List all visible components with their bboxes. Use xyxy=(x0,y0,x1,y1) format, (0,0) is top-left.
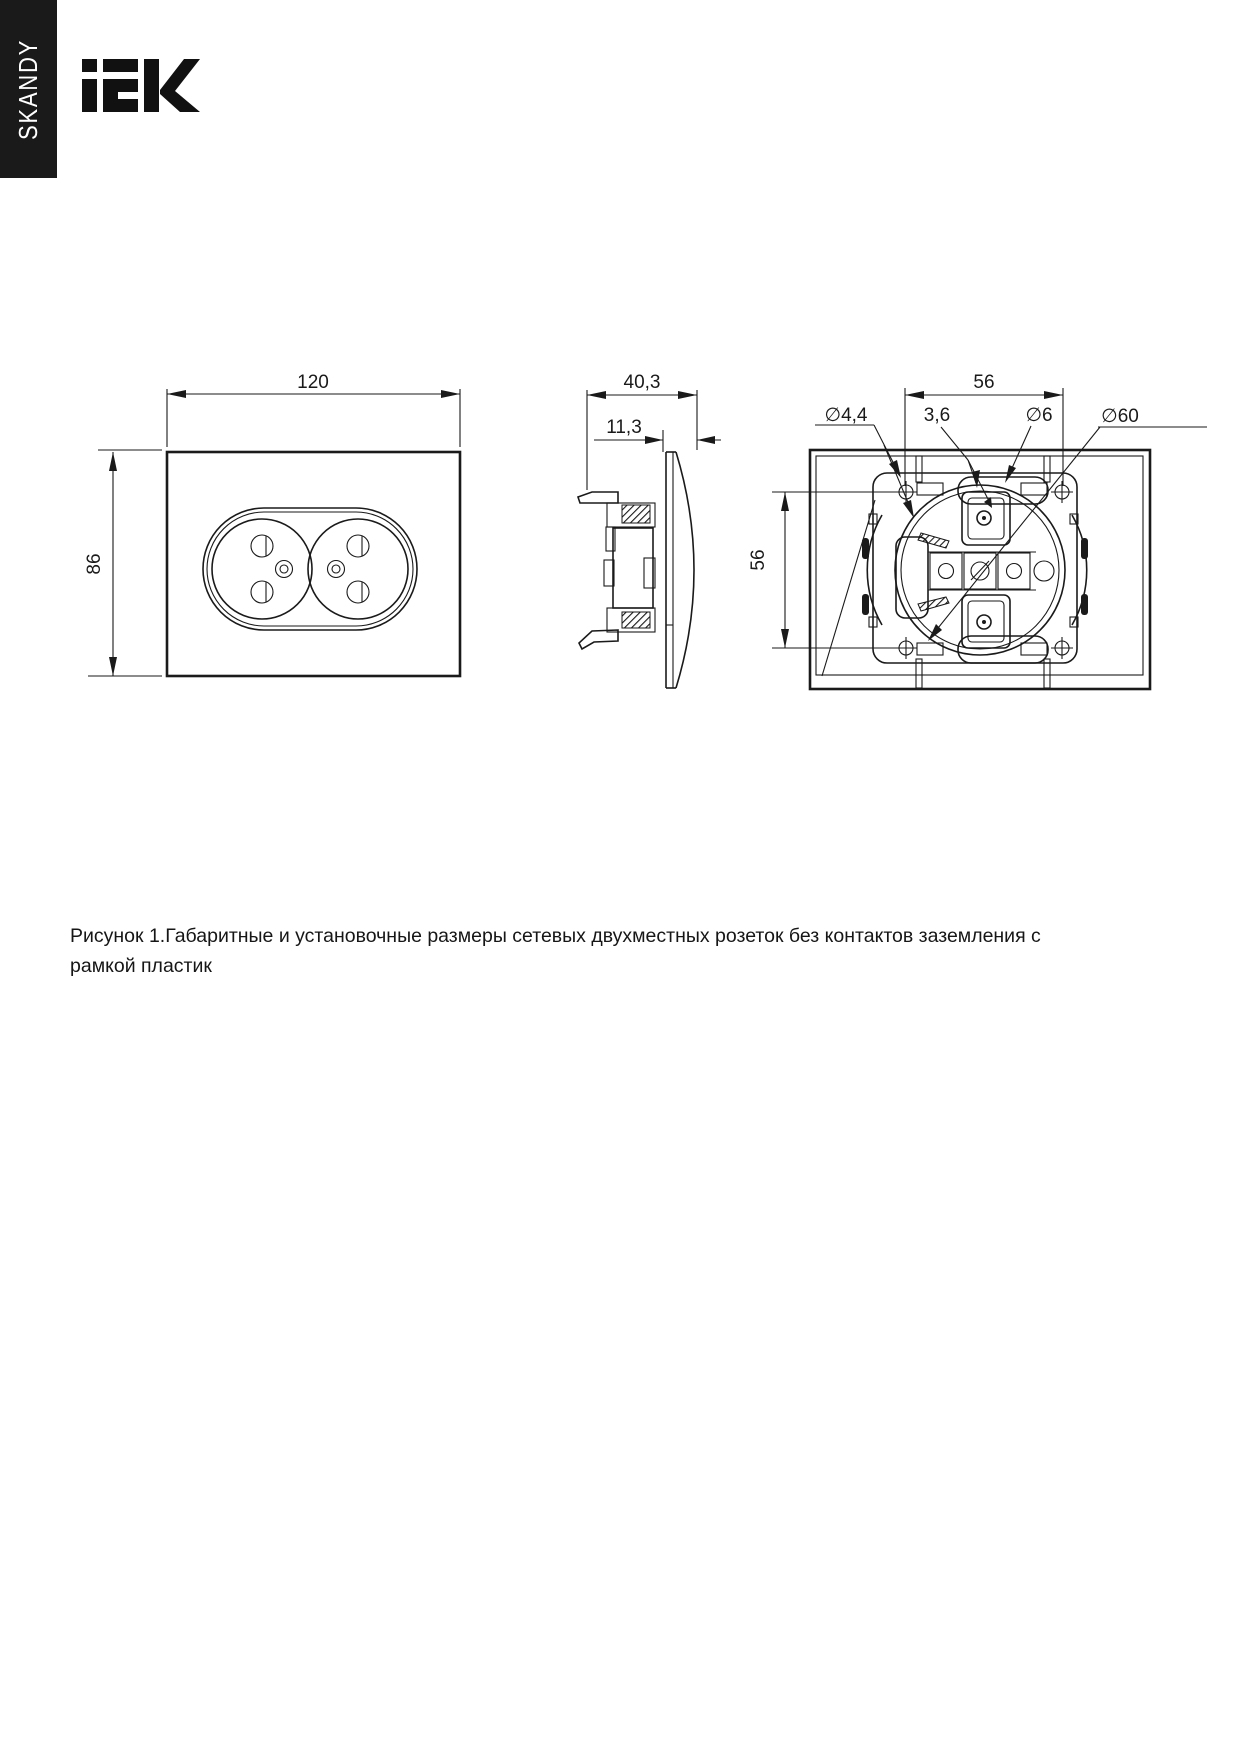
dim-label-screw-spacing-h: 56 xyxy=(973,372,995,393)
dim-label-front-height: 86 xyxy=(84,553,105,575)
side-view xyxy=(578,372,721,688)
dim-label-screw-hole: ∅6 xyxy=(1025,405,1053,426)
front-view xyxy=(84,372,460,676)
claw-screw-bottom xyxy=(958,595,1048,663)
figure-caption xyxy=(70,921,1150,981)
dim-label-cover-protrusion: 11,3 xyxy=(606,417,642,438)
terminal-strip xyxy=(928,552,1054,590)
back-view xyxy=(748,372,1207,689)
dim-side-depth xyxy=(587,372,697,490)
dim-label-box-diameter: ∅60 xyxy=(1101,406,1139,427)
dim-label-screw-spacing-v: 56 xyxy=(748,549,769,571)
leader-screw-hole xyxy=(1005,405,1053,483)
cover-plate-profile xyxy=(666,452,694,688)
claw-screw-top xyxy=(958,477,1048,545)
leader-claw-hole xyxy=(815,405,914,518)
dim-front-height xyxy=(84,450,162,676)
dim-label-front-width: 120 xyxy=(297,372,329,393)
dim-cover-protrusion xyxy=(594,417,721,452)
socket-pin-holes xyxy=(251,535,369,603)
series-label: SKANDY xyxy=(13,38,44,140)
figure-caption-line1: Рисунок 1.Габаритные и установочные размеры сетевых двухместных розеток без контактов заземления с xyxy=(70,925,1041,947)
dim-label-side-depth: 40,3 xyxy=(623,372,661,393)
dim-label-claw-hole: ∅4,4 xyxy=(824,405,868,426)
dim-front-width xyxy=(167,372,460,447)
technical-drawing xyxy=(0,0,1239,760)
leader-box-diameter xyxy=(928,406,1207,641)
dim-label-slot-width: 3,6 xyxy=(923,405,951,426)
dim-screw-spacing-h xyxy=(905,372,1063,486)
socket-centre-screws xyxy=(276,561,345,578)
figure-caption-line2: рамкой пластик xyxy=(70,955,212,977)
dim-screw-spacing-v xyxy=(748,492,898,648)
